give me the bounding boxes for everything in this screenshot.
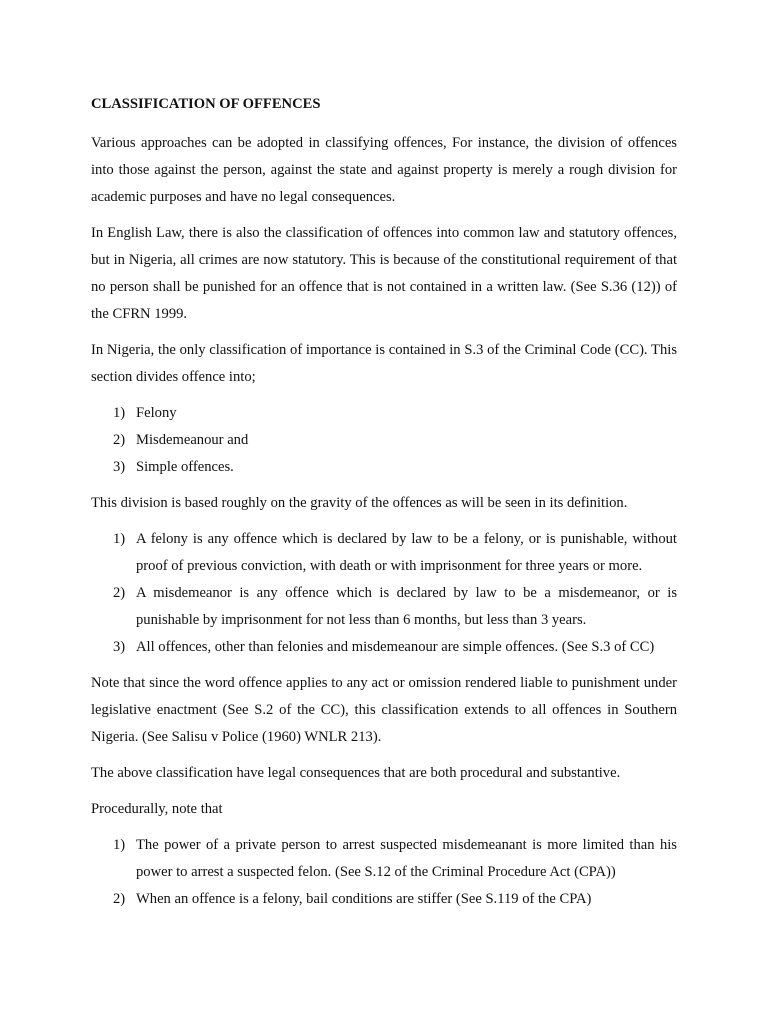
list-item <box>91 526 677 580</box>
paragraph-gravity: This division is based roughly on the gravity of the offences as will be seen in its definition. <box>91 495 628 511</box>
paragraph-note: Note that since the word offence applies to any act or omission rendered liable to punishment under legislative enactment (See S.2 of the CC), this classification extends to all offences in Southern Nigeria. (See Salisu v Police (1960) WNLR 213). <box>91 675 677 745</box>
list-item <box>91 427 677 454</box>
list-number: 1) <box>113 531 126 547</box>
list-item <box>91 634 677 661</box>
list-item <box>91 832 677 886</box>
list-text: Felony <box>136 405 177 421</box>
list-number: 3) <box>113 459 126 475</box>
list-number: 1) <box>113 837 126 853</box>
list-number: 1) <box>113 405 126 421</box>
paragraph-procedurally: Procedurally, note that <box>91 801 223 817</box>
paragraph-consequences: The above classification have legal consequences that are both procedural and substantive. <box>91 765 621 781</box>
list-item <box>91 580 677 634</box>
offence-types-list <box>91 400 677 481</box>
procedural-list <box>91 832 677 913</box>
paragraph-approaches: Various approaches can be adopted in classifying offences, For instance, the division of offences into those against the person, against the state and against property is merely a rough division for academic purposes and have no legal consequences. <box>91 135 677 205</box>
list-text: A misdemeanor is any offence which is declared by law to be a misdemeanor, or is punishable by imprisonment for not less than 6 months, but less than 3 years. <box>136 585 677 628</box>
paragraph-nigeria-classification: In Nigeria, the only classification of importance is contained in S.3 of the Criminal Code (CC). This section divides offence into; <box>91 342 677 385</box>
list-number: 2) <box>113 432 126 448</box>
list-text: All offences, other than felonies and misdemeanour are simple offences. (See S.3 of CC) <box>136 639 655 655</box>
list-number: 2) <box>113 891 126 907</box>
paragraph-english-law: In English Law, there is also the classification of offences into common law and statutory offences, but in Nigeria, all crimes are now statutory. This is because of the constitutional requirement of that no person shall be punished for an offence that is not contained in a written law. (See S.36 (12)) of the CFRN 1999. <box>91 225 677 322</box>
list-text: Simple offences. <box>136 459 234 475</box>
list-item <box>91 886 677 913</box>
list-text: Misdemeanour and <box>136 432 249 448</box>
list-number: 3) <box>113 639 126 655</box>
document-title: CLASSIFICATION OF OFFENCES <box>91 96 321 112</box>
list-number: 2) <box>113 585 126 601</box>
list-text: The power of a private person to arrest suspected misdemeanant is more limited than his power to arrest a suspected felon. (See S.12 of the Criminal Procedure Act (CPA)) <box>136 837 677 880</box>
list-item <box>91 454 677 481</box>
list-text: When an offence is a felony, bail conditions are stiffer (See S.119 of the CPA) <box>136 891 592 907</box>
definitions-list <box>91 526 677 661</box>
list-text: A felony is any offence which is declared by law to be a felony, or is punishable, without proof of previous conviction, with death or with imprisonment for three years or more. <box>136 531 677 574</box>
list-item <box>91 400 677 427</box>
